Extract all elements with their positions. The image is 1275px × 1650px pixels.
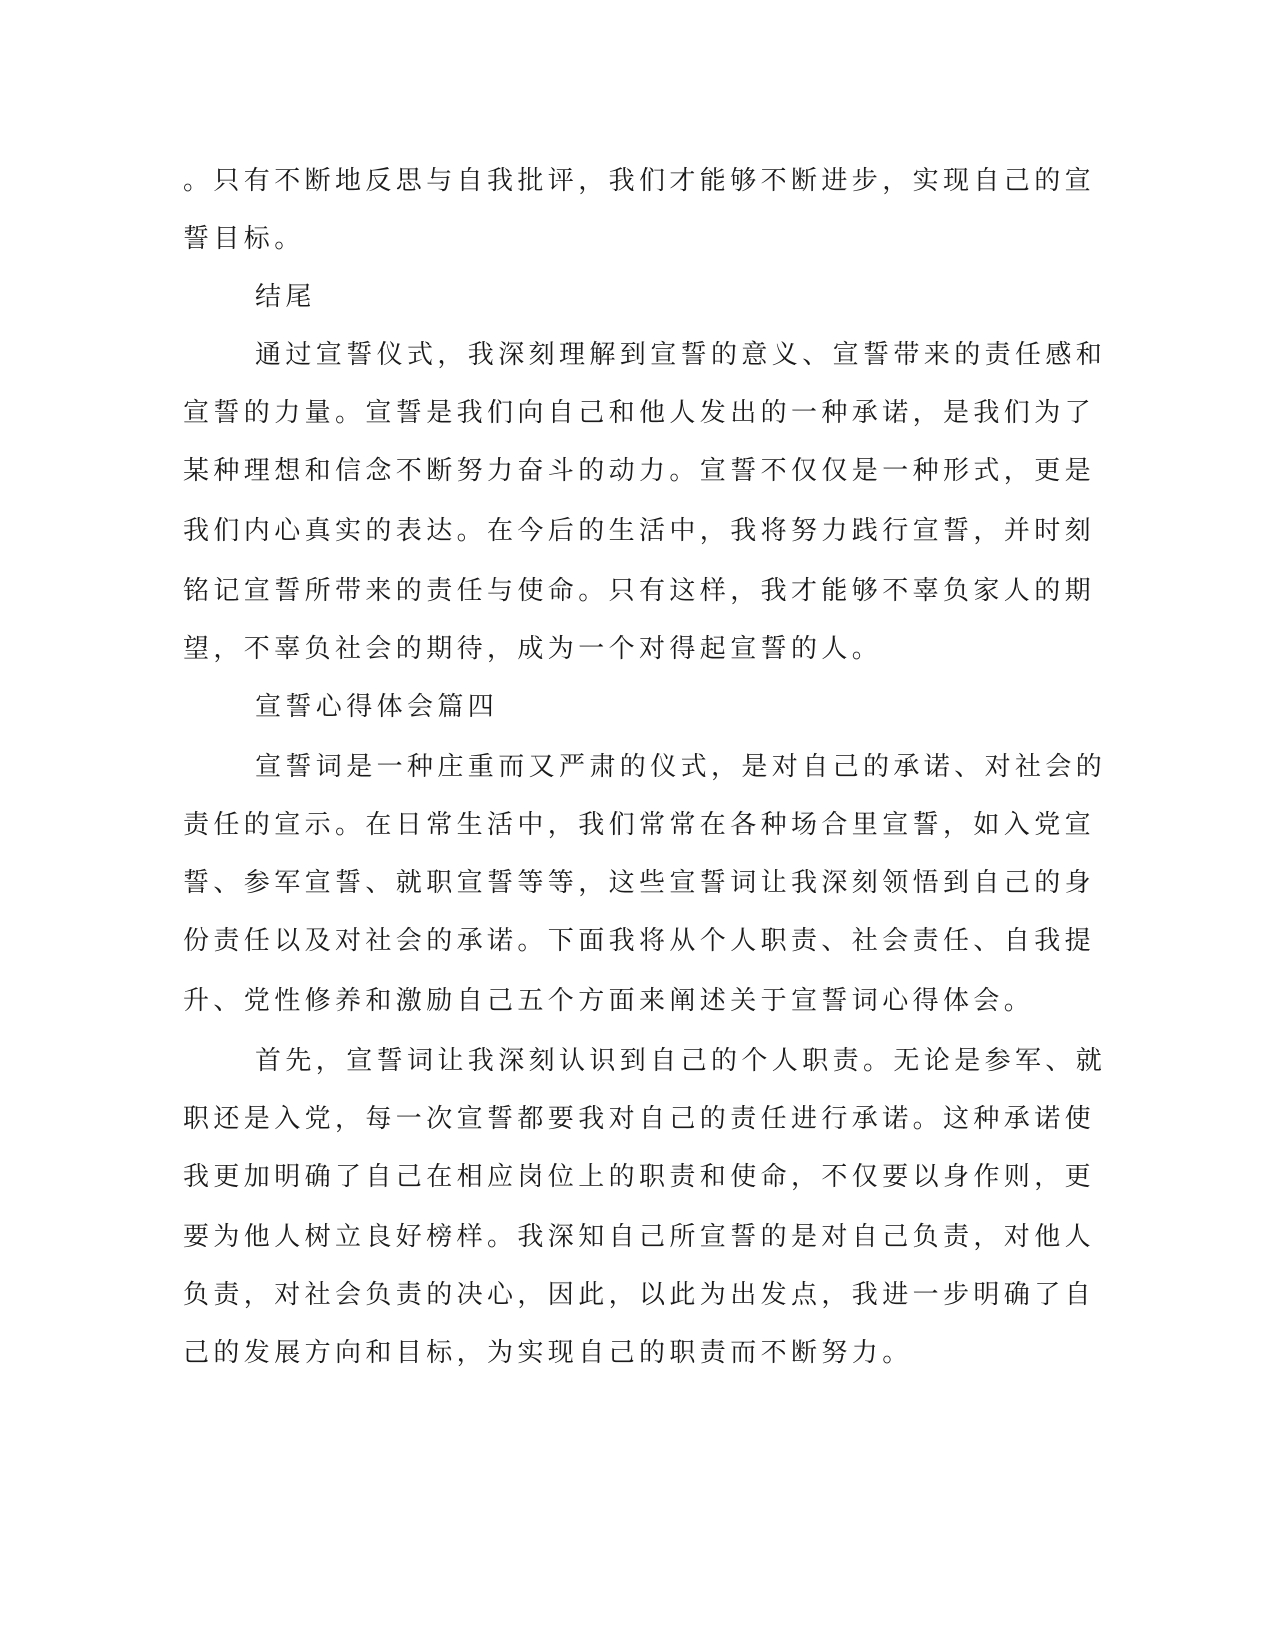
paragraph-line: 首先，宣誓词让我深刻认识到自己的个人职责。无论是参军、就 [255, 1046, 1107, 1076]
paragraph-line: 己的发展方向和目标，为实现自己的职责而不断努力。 [183, 1338, 913, 1368]
paragraph-line: 望，不辜负社会的期待，成为一个对得起宣誓的人。 [183, 634, 883, 664]
paragraph-line: 宣誓的力量。宣誓是我们向自己和他人发出的一种承诺，是我们为了 [183, 398, 1096, 428]
paragraph-line: 。只有不断地反思与自我批评，我们才能够不断进步，实现自己的宣 [183, 166, 1096, 196]
section-heading-conclusion: 结尾 [255, 282, 316, 312]
paragraph-line: 份责任以及对社会的承诺。下面我将从个人职责、社会责任、自我提 [183, 926, 1096, 956]
paragraph-line: 升、党性修养和激励自己五个方面来阐述关于宣誓词心得体会。 [183, 986, 1035, 1016]
paragraph-line: 誓目标。 [183, 224, 305, 254]
paragraph-line: 某种理想和信念不断努力奋斗的动力。宣誓不仅仅是一种形式，更是 [183, 456, 1096, 486]
paragraph-line: 责任的宣示。在日常生活中，我们常常在各种场合里宣誓，如入党宣 [183, 810, 1096, 840]
paragraph-line: 职还是入党，每一次宣誓都要我对自己的责任进行承诺。这种承诺使 [183, 1104, 1096, 1134]
paragraph-line: 铭记宣誓所带来的责任与使命。只有这样，我才能够不辜负家人的期 [183, 576, 1096, 606]
paragraph-line: 通过宣誓仪式，我深刻理解到宣誓的意义、宣誓带来的责任感和 [255, 340, 1107, 370]
paragraph-line: 要为他人树立良好榜样。我深知自己所宣誓的是对自己负责，对他人 [183, 1222, 1096, 1252]
paragraph-line: 负责，对社会负责的决心，因此，以此为出发点，我进一步明确了自 [183, 1280, 1096, 1310]
section-heading-part-four: 宣誓心得体会篇四 [255, 692, 499, 722]
paragraph-line: 宣誓词是一种庄重而又严肃的仪式，是对自己的承诺、对社会的 [255, 752, 1107, 782]
paragraph-line: 誓、参军宣誓、就职宣誓等等，这些宣誓词让我深刻领悟到自己的身 [183, 868, 1096, 898]
paragraph-line: 我们内心真实的表达。在今后的生活中，我将努力践行宣誓，并时刻 [183, 516, 1096, 546]
paragraph-line: 我更加明确了自己在相应岗位上的职责和使命，不仅要以身作则，更 [183, 1162, 1096, 1192]
